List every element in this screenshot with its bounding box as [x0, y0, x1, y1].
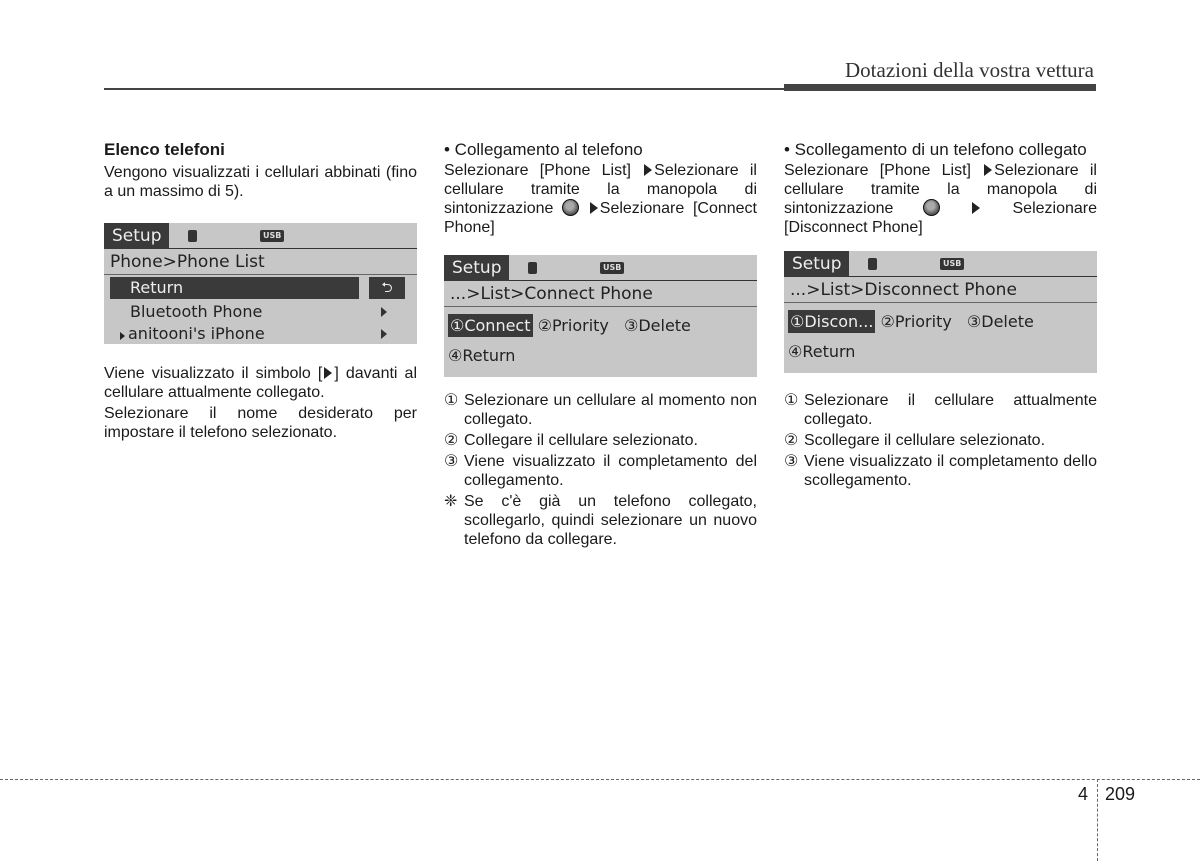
- step-number: ③: [784, 453, 799, 470]
- list-item-iphone: [104, 323, 417, 344]
- select-name-text: Selezionare il nome desiderato per impostare il telefono selezionato.: [104, 405, 417, 441]
- chevron-right-icon: [381, 329, 387, 339]
- text-part: Viene visualizzato il simbolo [: [104, 365, 323, 382]
- setup-tab: Setup: [104, 223, 169, 249]
- list-item: [784, 452, 1097, 490]
- header-rule: [104, 88, 784, 90]
- step-number: ②: [784, 432, 799, 449]
- step-number: ①: [784, 392, 799, 409]
- note-text: Se c'è già un telefono collegato, scollegarlo, quindi selezionare un nuovo telefono da collegare.: [464, 493, 757, 548]
- breadcrumb: ...>List>Disconnect Phone: [784, 277, 1097, 303]
- column-connect-phone: [444, 140, 757, 549]
- arrow-right-icon: [972, 202, 980, 214]
- steps-list: [784, 391, 1097, 490]
- section-heading: • Collegamento al telefono: [444, 140, 643, 159]
- page-header-title: Dotazioni della vostra vettura: [845, 58, 1094, 82]
- step-number: ③: [444, 453, 459, 470]
- list-item-label: Bluetooth Phone: [130, 302, 263, 321]
- phone-list-screen: [104, 223, 417, 344]
- step-text: Viene visualizzato il completamento dello scollegamento.: [804, 453, 1097, 489]
- breadcrumb: ...>List>Connect Phone: [444, 281, 757, 307]
- note: [444, 492, 757, 549]
- text-part: Selezionare [Phone List]: [444, 162, 631, 179]
- disconnect-phone-screen: [784, 251, 1097, 373]
- page-number: 209: [1105, 784, 1136, 804]
- steps-list: [444, 391, 757, 490]
- text-part: ] davanti al cellulare attualmente collegato.: [104, 365, 417, 401]
- text-part: Selezionare [Connect Phone]: [444, 200, 757, 236]
- step-number: ②: [444, 432, 459, 449]
- chapter-number: 4: [1078, 784, 1089, 804]
- section-heading: • Scollegamento di un telefono collegato: [784, 140, 1087, 159]
- list-item-label: Return: [130, 278, 184, 297]
- instructions-text: [444, 161, 757, 237]
- list-item-bluetooth-phone: [104, 301, 417, 323]
- list-item-return: [110, 277, 393, 299]
- arrow-right-icon: [590, 202, 598, 214]
- options-row: [784, 307, 1097, 337]
- option-priority: ②Priority: [537, 316, 609, 335]
- usb-icon: USB: [600, 262, 624, 274]
- connected-marker-icon: [120, 332, 125, 340]
- usb-icon: USB: [940, 258, 964, 270]
- step-text: Selezionare un cellulare al momento non collegato.: [464, 392, 757, 428]
- header-rule-thick: [784, 84, 1096, 91]
- step-text: Scollegare il cellulare selezionato.: [804, 432, 1046, 449]
- return-icon: ⮌: [369, 277, 405, 299]
- note-mark: ❈: [444, 493, 458, 510]
- option-priority: ②Priority: [880, 312, 952, 331]
- screen-top-bar: [784, 251, 1097, 277]
- bluetooth-icon: [528, 262, 537, 274]
- tuning-knob-icon: [923, 199, 940, 216]
- step-text: Selezionare il cellulare attualmente collegato.: [804, 392, 1097, 428]
- arrow-right-icon: [644, 164, 652, 176]
- connected-symbol-text: [104, 364, 417, 402]
- text-part: Selezionare il cellulare tramite la manopola di sintonizzazione: [444, 162, 757, 217]
- setup-tab: Setup: [444, 255, 509, 281]
- setup-tab: Setup: [784, 251, 849, 277]
- step-text: Collegare il cellulare selezionato.: [464, 432, 698, 449]
- tuning-knob-icon: [562, 199, 579, 216]
- option-connect: ①Connect: [450, 316, 531, 335]
- bluetooth-icon: [868, 258, 877, 270]
- chevron-right-icon: [381, 307, 387, 317]
- play-icon: [324, 367, 332, 379]
- intro-text: Vengono visualizzati i cellulari abbinati (fino a un massimo di 5).: [104, 164, 417, 200]
- footer-divider: [0, 779, 1200, 780]
- option-delete: ③Delete: [966, 312, 1034, 331]
- screen-top-bar: [104, 223, 417, 249]
- connect-phone-screen: [444, 255, 757, 377]
- usb-icon: USB: [260, 230, 284, 242]
- list-item: [784, 391, 1097, 429]
- text-part: Selezionare il cellulare tramite la manopola di sintonizzazione: [784, 162, 1097, 217]
- option-return: ④Return: [788, 342, 856, 361]
- footer-vertical-divider: [1097, 779, 1098, 861]
- options-row: [784, 337, 1097, 367]
- section-heading: Elenco telefoni: [104, 140, 225, 159]
- bluetooth-icon: [188, 230, 197, 242]
- column-phone-list: [104, 140, 417, 442]
- column-disconnect-phone: [784, 140, 1097, 492]
- options-row: [444, 311, 757, 341]
- step-text: Viene visualizzato il completamento del collegamento.: [464, 453, 757, 489]
- breadcrumb: Phone>Phone List: [104, 249, 417, 275]
- list-item: [444, 391, 757, 429]
- list-item: [444, 452, 757, 490]
- arrow-right-icon: [984, 164, 992, 176]
- list-item: [444, 431, 757, 450]
- option-return: ④Return: [448, 346, 516, 365]
- option-delete: ③Delete: [623, 316, 691, 335]
- text-part: Selezionare [Phone List]: [784, 162, 971, 179]
- options-row: [444, 341, 757, 371]
- step-number: ①: [444, 392, 459, 409]
- list-item: [784, 431, 1097, 450]
- instructions-text: [784, 161, 1097, 237]
- text-part: Selezionare [Disconnect Phone]: [784, 200, 1097, 236]
- screen-top-bar: [444, 255, 757, 281]
- option-disconnect: ①Discon...: [790, 312, 874, 331]
- list-item-label: anitooni's iPhone: [128, 324, 265, 343]
